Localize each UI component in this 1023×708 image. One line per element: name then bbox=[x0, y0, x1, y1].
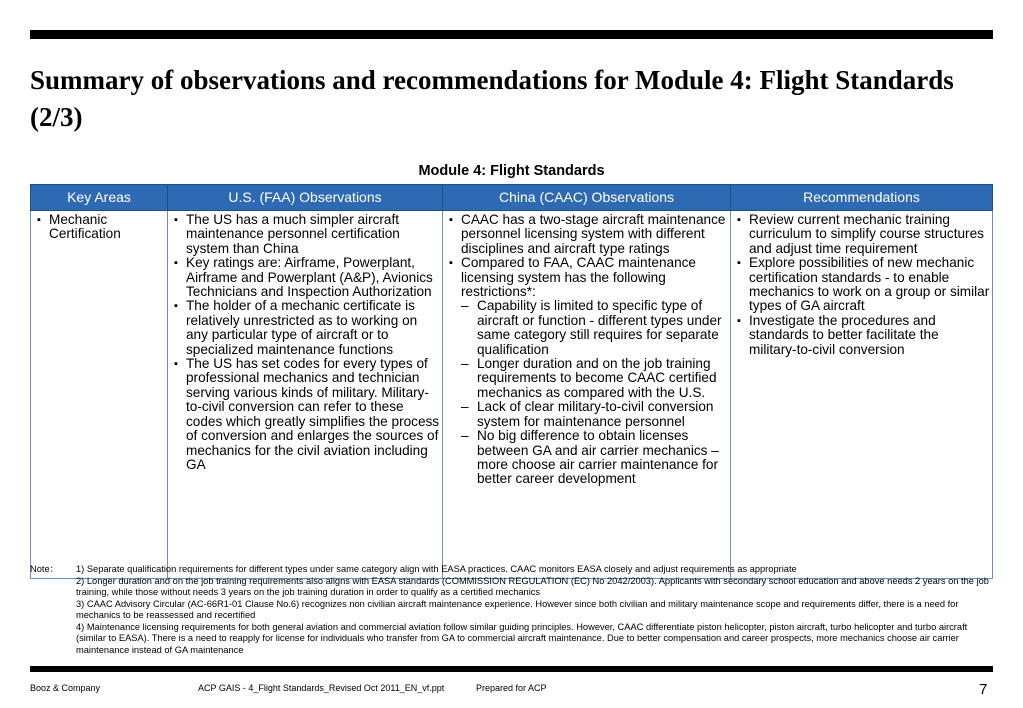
recommendation-item: ▪ Review current mechanic training curriculum to simplify course structures and adjust time requirement bbox=[733, 213, 990, 256]
key-area-item: ▪ Mechanic Certification bbox=[33, 213, 165, 242]
key-area-cell bbox=[31, 211, 168, 579]
notes-section bbox=[30, 564, 995, 656]
recommendation-item: ▪ Explore possibilities of new mechanic certification standards - to enable mechanics to work on a group or similar types of GA aircraft bbox=[733, 256, 990, 314]
faa-item: ▪ The holder of a mechanic certificate is relatively unrestricted as to working on any particular type of aircraft or to specialized maintenance functions bbox=[170, 299, 440, 357]
note-item: 1) Separate qualification requirements for different types under same category align with EASA practices. CAAC monitors EASA closely and adjust requirements as appropriate bbox=[76, 564, 797, 574]
table-caption: Module 4: Flight Standards bbox=[418, 163, 605, 179]
caac-observations-cell bbox=[443, 211, 731, 579]
caac-item bbox=[445, 256, 728, 487]
bottom-rule bbox=[30, 666, 993, 672]
header-key-areas: Key Areas bbox=[31, 185, 168, 211]
note-item: 2) Longer duration and on the job training requirements also aligns with EASA standards (COMMISSION REGULATION (EC) No 2042/2003). Applicants with secondary school education and above needs 2 years on the job training, while those without needs 3 years on the job training duration in order to qualify as a certified mechanics bbox=[76, 575, 989, 597]
header-faa-observations: U.S. (FAA) Observations bbox=[168, 185, 443, 211]
note-item: 3) CAAC Advisory Circular (AC-66R1-01 Clause No.6) recognizes non civilian aircraft maintenance experience. However since both civilian and military maintenance scope and requirements differ, there is a need for mechanics to be reassessed and recertified bbox=[76, 598, 959, 620]
caac-subitem: – Capability is limited to specific type of aircraft or function - different types under same category still requires for separate qualification bbox=[461, 299, 728, 357]
caac-item-text: Compared to FAA, CAAC maintenance licensing system has the following restrictions*: bbox=[461, 255, 696, 300]
page-number: 7 bbox=[979, 681, 988, 698]
caac-restrictions-list bbox=[461, 299, 728, 486]
note-item: 4) Maintenance licensing requirements for both general aviation and commercial aviation follow similar guiding principles. However, CAAC differentiate piston helicopter, piston aircraft, turbo helicopter and turbo aircraft (similar to EASA). There is a need to reapply for license for individuals who transfer from GA to commercial aircraft maintenance. Due to better compensation and career prospects, more mechanics choose air carrier maintenance instead of GA maintenance bbox=[76, 621, 968, 655]
caac-subitem: – Lack of clear military-to-civil conversion system for maintenance personnel bbox=[461, 400, 728, 429]
faa-observations-cell bbox=[168, 211, 443, 579]
summary-table bbox=[30, 184, 993, 579]
faa-item: ▪ The US has a much simpler aircraft maintenance personnel certification system than China bbox=[170, 213, 440, 256]
recommendations-cell bbox=[731, 211, 993, 579]
table-header-row bbox=[31, 185, 993, 211]
notes-label: Note： bbox=[30, 564, 59, 574]
page-title: Summary of observations and recommendations for Module 4: Flight Standards (2/3) bbox=[30, 65, 954, 132]
footer-filename: ACP GAIS - 4_Flight Standards_Revised Oct 2011_EN_vf.ppt bbox=[198, 683, 445, 693]
caac-subitem: – Longer duration and on the job training requirements to become CAAC certified mechanics as compared with the U.S. bbox=[461, 357, 728, 400]
header-caac-observations: China (CAAC) Observations bbox=[443, 185, 731, 211]
recommendation-item: ▪ Investigate the procedures and standards to better facilitate the military-to-civil conversion bbox=[733, 314, 990, 357]
faa-item: ▪ Key ratings are: Airframe, Powerplant, Airframe and Powerplant (A&P), Avionics Technicians and Inspection Authorization bbox=[170, 256, 440, 299]
faa-item: ▪ The US has set codes for every types of professional mechanics and technician serving various kinds of military. Military-to-civil conversion can refer to these codes which greatly simplifies the process of conversion and enlarges the sources of mechanics for the civil aviation including GA bbox=[170, 357, 440, 472]
caac-subitem: – No big difference to obtain licenses between GA and air carrier mechanics – more choose air carrier maintenance for better career development bbox=[461, 429, 728, 487]
table-row bbox=[31, 211, 993, 579]
caac-item: ▪ CAAC has a two-stage aircraft maintenance personnel licensing system with different disciplines and aircraft type ratings bbox=[445, 213, 728, 256]
header-recommendations: Recommendations bbox=[731, 185, 993, 211]
top-rule bbox=[30, 30, 993, 39]
footer-prepared: Prepared for ACP bbox=[476, 683, 547, 693]
footer-company: Booz & Company bbox=[30, 683, 101, 693]
